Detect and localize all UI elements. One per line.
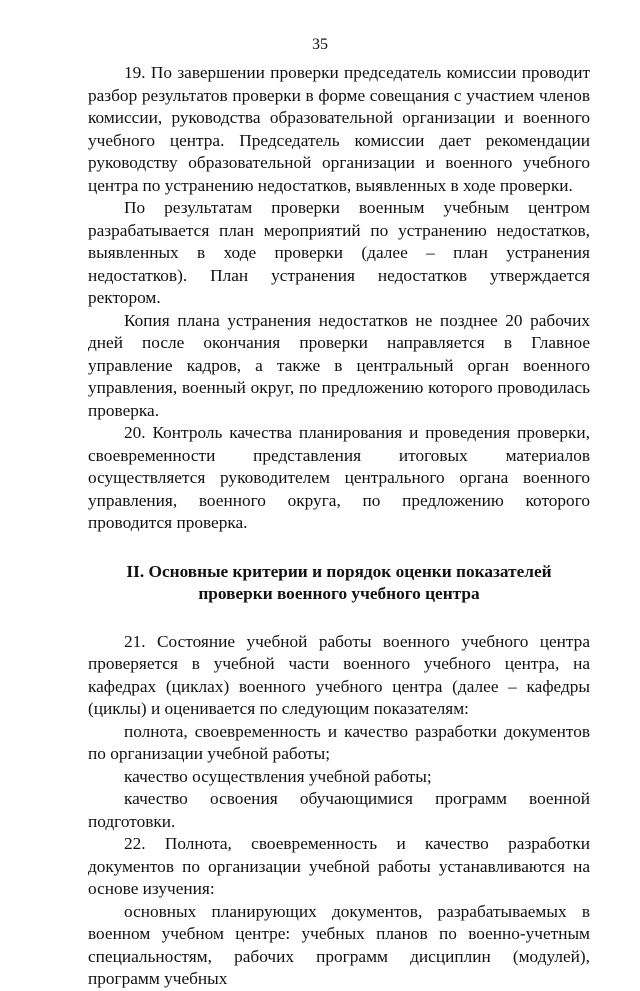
page-number: 35 [312,36,328,53]
section-heading-line: проверки военного учебного центра [198,584,480,603]
paragraph: По результатам проверки военным учебным центром разрабатывается план мероприятий по устранению недостатков, выявленных в ходе проверки (далее – план устранения недостатков). План устранения недостатков утверждается ректором. [88,198,590,307]
paragraph: 22. Полнота, своевременность и качество разработки документов по организации учебной работы устанавливаются на основе изучения: [88,834,590,898]
paragraph: полнота, своевременность и качество разработки документов по организации учебной работы; [88,721,590,763]
paragraph: качество освоения обучающимися программ военной подготовки. [88,789,590,831]
paragraph: Копия плана устранения недостатков не позднее 20 рабочих дней после окончания проверки направляется в Главное управление кадров, а также в центральный орган военного управления, военный округ, по предложению которого проводилась проверка. [88,310,590,420]
paragraph: качество осуществления учебной работы; [124,766,432,786]
paragraph: 19. По завершении проверки председатель комиссии проводит разбор результатов проверки в форме совещания с участием членов комиссии, руководства образовательной организации и военного учебного центра. Председатель комиссии дает рекомендации руководству образовательной организации и военного учебного центра по устранению недостатков, выявленных в ходе проверки. [88,63,590,195]
paragraph: 20. Контроль качества планирования и проведения проверки, своевременности представления итоговых материалов осуществляется руководителем центрального органа военного управления, военного округа, по предложению которого проводится проверка. [88,423,590,532]
paragraph: 21. Состояние учебной работы военного учебного центра проверяется в учебной части военного учебного центра, на кафедрах (циклах) военного учебного центра (далее – кафедры (циклы) и оценивается по следующим показателям: [88,631,590,718]
section-heading-line: II. Основные критерии и порядок оценки показателей [126,561,552,581]
document-body [88,62,590,991]
paragraph: основных планирующих документов, разрабатываемых в военном учебном центре: учебных планов по военно-учетным специальностям, рабочих программ дисциплин (модулей), программ учебных [88,901,590,988]
section-heading [88,561,590,606]
